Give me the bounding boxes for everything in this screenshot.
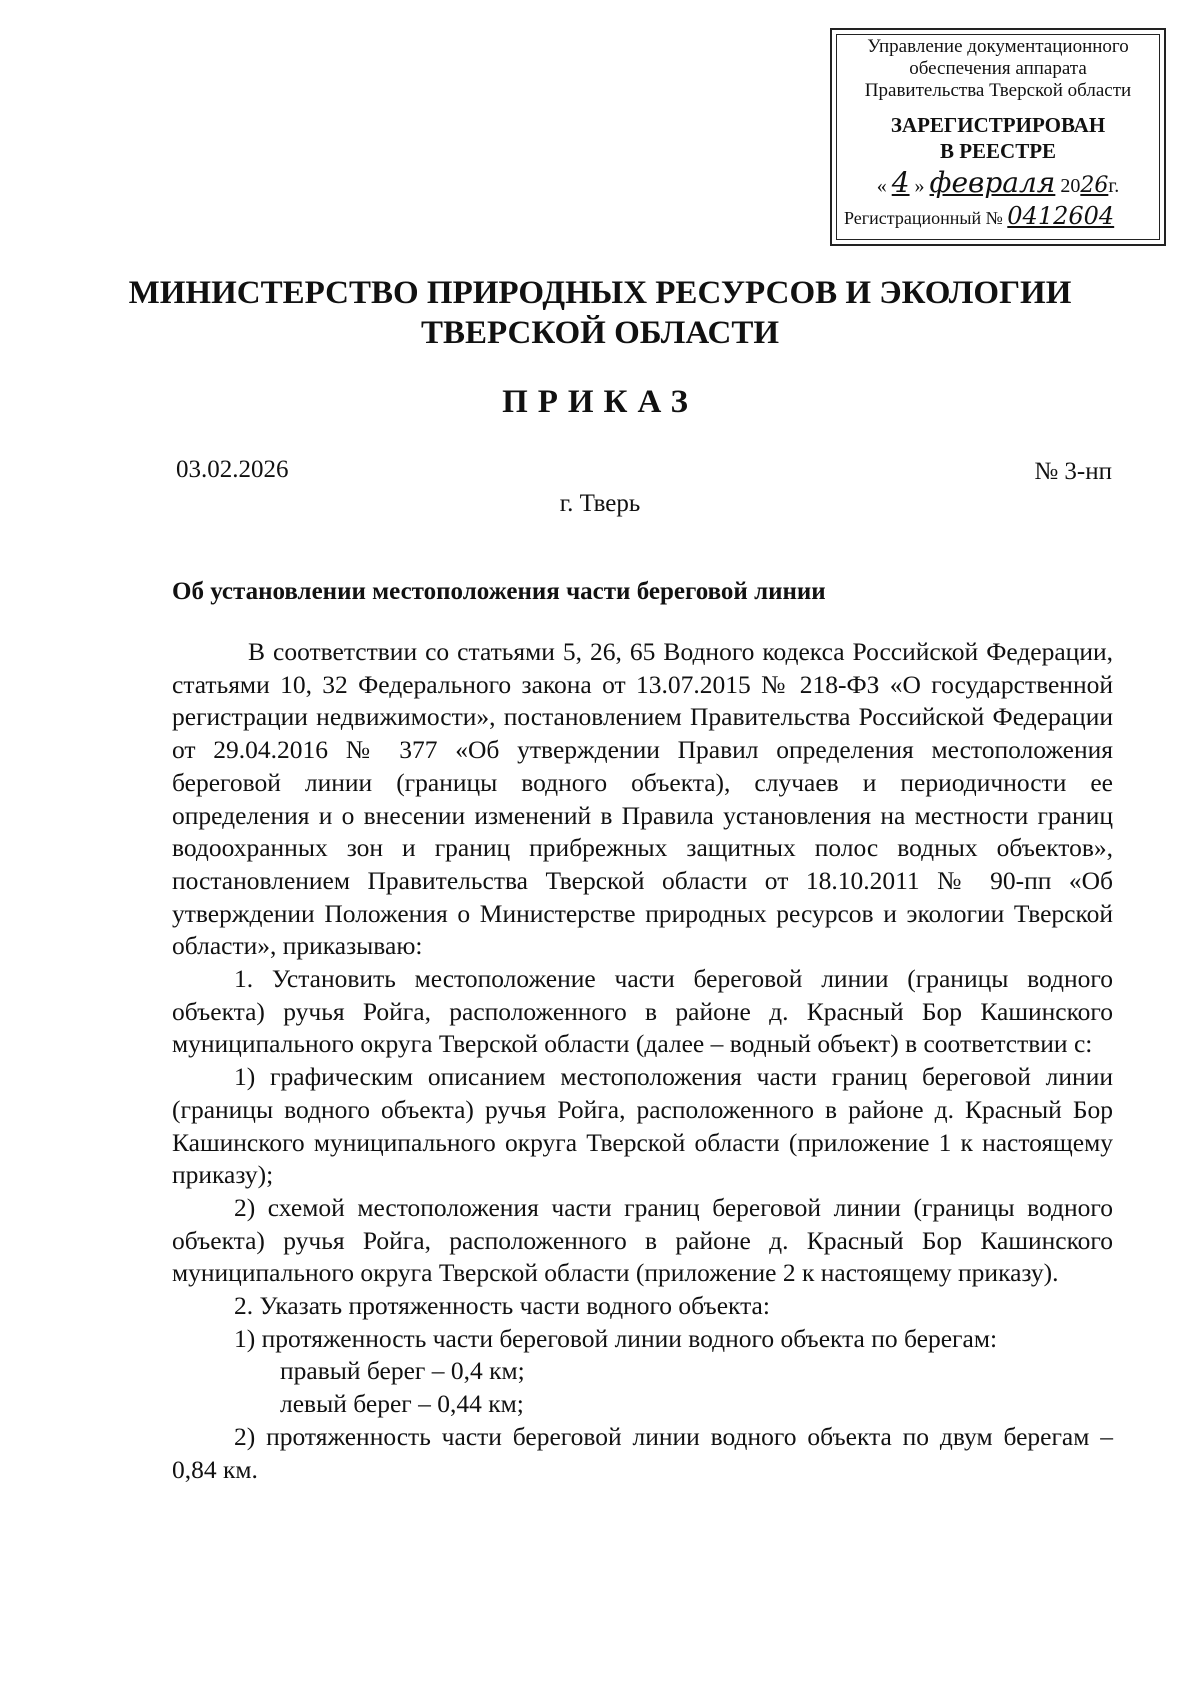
stamp-reg-number: 0412604 [1007, 202, 1115, 230]
stamp-reg-label: Регистрационный № [844, 208, 1003, 228]
ministry-region: ТВЕРСКОЙ ОБЛАСТИ [420, 315, 780, 351]
stamp-org-line: Правительства Тверской области [864, 80, 1132, 101]
stamp-reg-number-row [832, 202, 1164, 230]
document-body [172, 636, 1113, 1486]
preamble-paragraph: В соответствии со статьями 5, 26, 65 Водного кодекса Российской Федерации, статьями 10, 32 Федерального закона от 13.07.2015 № 218-ФЗ «О государственной регистрации недвижимости», постановлением Правительства Российской Федерации от 29.04.2016 № 377 «Об утверждении Правил определения местоположения береговой линии (границы водного объекта), случаев и периодичности ее определения и о внесении изменений в Правила установления на местности границ водоохранных зон и границ прибрежных защитных полос водных объектов», постановлением Правительства Тверской области от 18.10.2011 № 90-пп «Об утверждении Положения о Министерстве природных ресурсов и экологии Тверской области», приказываю: [172, 637, 1113, 961]
item-1-2: 2) схемой местоположения части границ береговой линии (границы водного объекта) ручья Ройга, расположенного в районе д. Красный Бор Кашинского муниципального округа Тверской области (приложение 2 к настоящему приказу). [172, 1192, 1113, 1288]
document-date: 03.02.2026 [176, 456, 289, 483]
registration-stamp [830, 28, 1166, 246]
stamp-date-year-suffix: 26 [1080, 173, 1109, 198]
document-number: № 3-нп [1034, 458, 1112, 485]
item-2-2: 2) протяженность части береговой линии водного объекта по двум берегам – 0,84 км. [172, 1421, 1113, 1484]
stamp-date-month: февраля [929, 166, 1056, 199]
document-title: Об установлении местоположения части береговой линии [172, 578, 826, 605]
stamp-organization [832, 36, 1164, 102]
stamp-date-day: 4 [891, 166, 910, 199]
stamp-date-year-prefix: 20 [1060, 175, 1081, 197]
stamp-org-line: Управление документационного [867, 36, 1129, 57]
document-type: ПРИКАЗ [502, 384, 698, 420]
item-2: 2. Указать протяженность части водного объекта: [234, 1291, 770, 1321]
stamp-registered [832, 112, 1164, 164]
item-2-1: 1) протяженность части береговой линии водного объекта по берегам: [234, 1323, 998, 1353]
ministry-name: МИНИСТЕРСТВО ПРИРОДНЫХ РЕСУРСОВ И ЭКОЛОГИИ [128, 275, 1072, 311]
document-city: г. Тверь [559, 490, 641, 517]
stamp-date: « 4 » февраля 2026г. [876, 166, 1120, 199]
item-2-1-left-bank: левый берег – 0,44 км; [280, 1389, 524, 1419]
item-1: 1. Установить местоположение части береговой линии (границы водного объекта) ручья Ройга, расположенного в районе д. Красный Бор Кашинского муниципального округа Тверской области (далее – водный объект) в соответствии с: [172, 964, 1113, 1059]
stamp-org-line: обеспечения аппарата [909, 58, 1087, 79]
stamp-registered-line: ЗАРЕГИСТРИРОВАН [890, 113, 1106, 137]
stamp-date-year-unit: г. [1108, 175, 1120, 197]
stamp-registered-line: В РЕЕСТРЕ [939, 139, 1057, 163]
item-1-1: 1) графическим описанием местоположения части границ береговой линии (границы водного объекта) ручья Ройга, расположенного в районе д. Красный Бор Кашинского муниципального округа Тверской области (приложение 1 к настоящему приказу); [172, 1062, 1113, 1190]
item-2-1-right-bank: правый берег – 0,4 км; [280, 1356, 525, 1386]
